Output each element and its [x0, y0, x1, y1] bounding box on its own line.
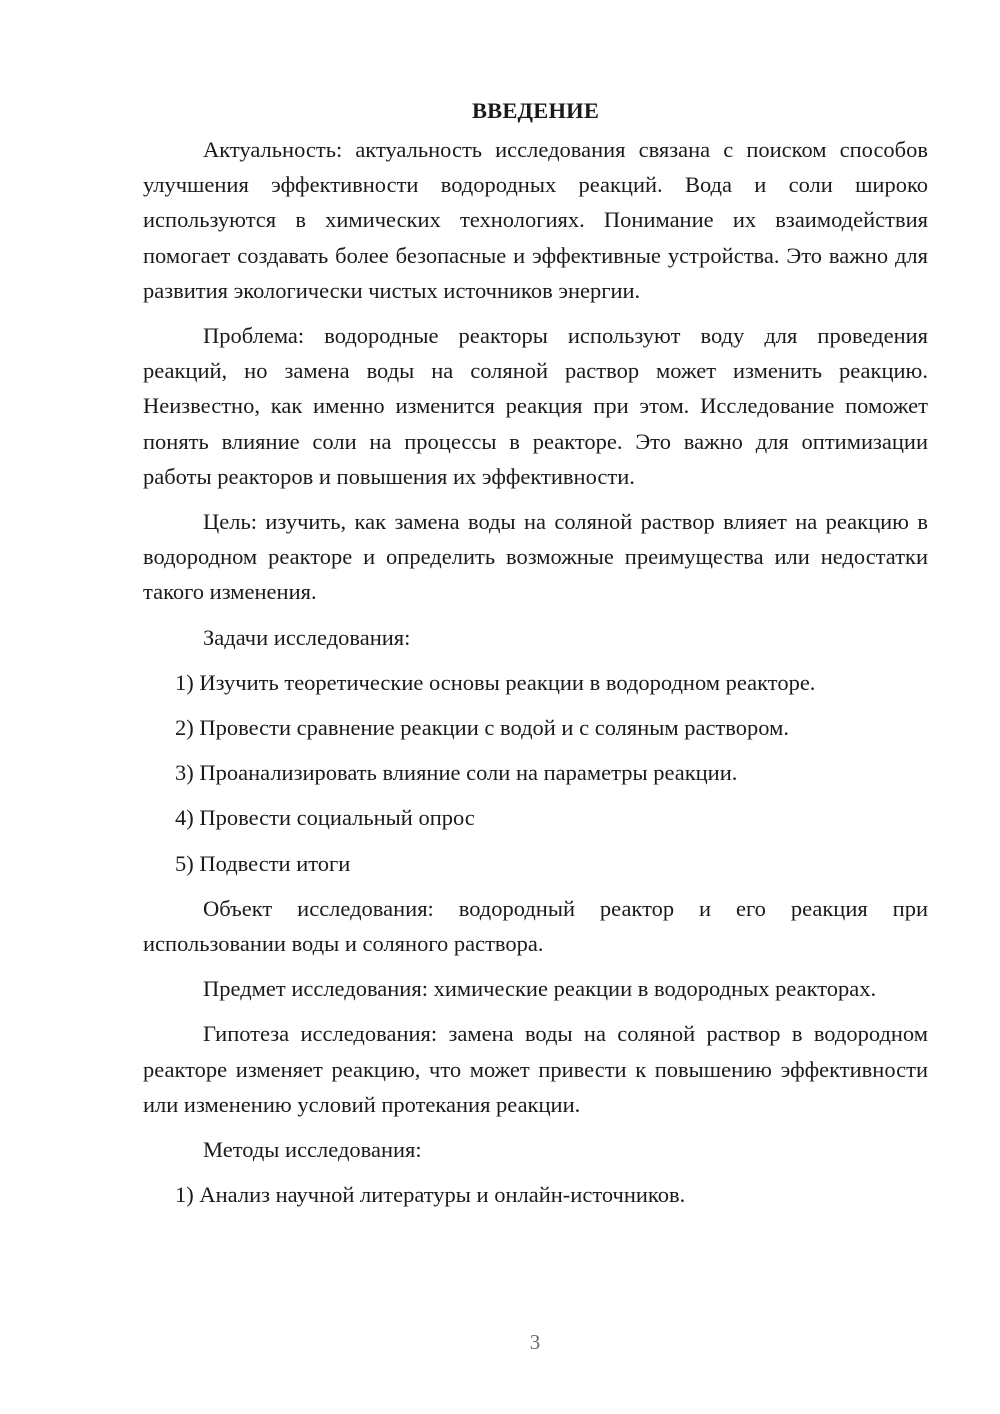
list-item: 3) Проанализировать влияние соли на параметры реакции.: [175, 760, 738, 786]
tasks-title: Задачи исследования:: [203, 624, 411, 650]
list-item: 1) Изучить теоретические основы реакции в водородном реакторе.: [175, 669, 816, 695]
methods-list: [143, 1177, 928, 1212]
list-item: 4) Провести социальный опрос: [175, 805, 475, 831]
page-content: [143, 95, 928, 1212]
list-item: 1) Анализ научной литературы и онлайн-источников.: [175, 1182, 686, 1208]
page-number: 3: [529, 1330, 541, 1354]
section-heading: ВВЕДЕНИЕ: [471, 98, 600, 123]
paragraph-relevance: Актуальность: актуальность исследования связана с поиском способов улучшения эффективности водородных реакций. Вода и соли широко используются в химических технологиях. Понимание их взаимодействия помогает создавать более безопасные и эффективные устройства. Это важно для развития экологически чистых источников энергии.: [143, 137, 928, 303]
tasks-list: [143, 665, 928, 881]
paragraph-object: Объект исследования: водородный реактор и его реакция при использовании воды и соляного раствора.: [143, 895, 928, 957]
paragraph-goal: Цель: изучить, как замена воды на соляной раствор влияет на реакцию в водородном реакторе и определить возможные преимущества или недостатки такого изменения.: [143, 509, 928, 605]
paragraph-problem: Проблема: водородные реакторы используют воду для проведения реакций, но замена воды на соляной раствор может изменить реакцию. Неизвестно, как именно изменится реакция при этом. Исследование поможет понять влияние соли на процессы в реакторе. Это важно для оптимизации работы реакторов и повышения их эффективности.: [143, 323, 928, 489]
methods-title: Методы исследования:: [203, 1137, 422, 1163]
paragraph-hypothesis: Гипотеза исследования: замена воды на соляной раствор в водородном реакторе изменяет реакцию, что может привести к повышению эффективности или изменению условий протекания реакции.: [143, 1021, 928, 1117]
list-item: 2) Провести сравнение реакции с водой и с соляным раствором.: [175, 715, 789, 741]
paragraph-subject: Предмет исследования: химические реакции в водородных реакторах.: [203, 976, 877, 1002]
list-item: 5) Подвести итоги: [175, 850, 351, 876]
